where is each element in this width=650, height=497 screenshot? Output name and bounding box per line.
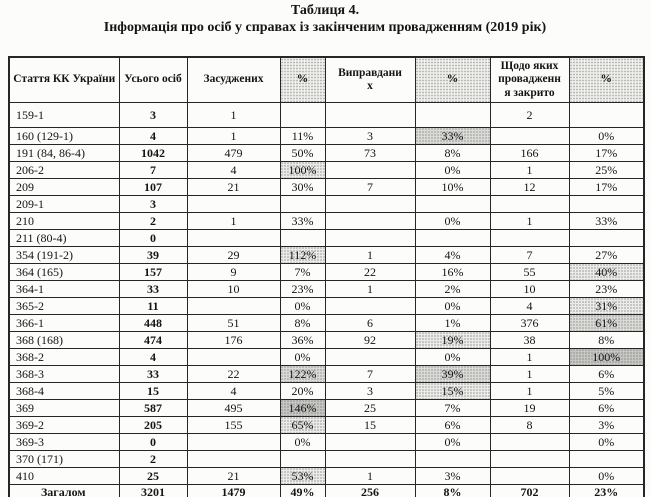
cell-closed: 19 [490, 399, 569, 416]
table-row [9, 416, 644, 433]
header-cell-closed: Щодо яких провадження закрито [490, 57, 569, 102]
cell-pct3: 23% [569, 484, 644, 497]
table-row [9, 246, 644, 263]
cell-pct2: 8% [415, 144, 490, 161]
cell-total: 2 [119, 212, 187, 229]
cell-article: 209-1 [9, 195, 119, 212]
cell-closed: 4 [490, 297, 569, 314]
cell-article: 368-4 [9, 382, 119, 399]
cell-pct2: 39% [415, 365, 490, 382]
data-table [8, 56, 645, 497]
cell-convicted: 10 [187, 280, 280, 297]
cell-total: 7 [119, 161, 187, 178]
cell-acquitted [325, 161, 415, 178]
cell-closed: 1 [490, 212, 569, 229]
cell-total: 3201 [119, 484, 187, 497]
cell-pct1: 146% [280, 399, 325, 416]
cell-total: 4 [119, 348, 187, 365]
cell-acquitted: 7 [325, 178, 415, 195]
cell-pct2: 7% [415, 399, 490, 416]
cell-pct2: 0% [415, 297, 490, 314]
cell-convicted: 1 [187, 102, 280, 127]
cell-total: 1042 [119, 144, 187, 161]
cell-total: 39 [119, 246, 187, 263]
table-row [9, 365, 644, 382]
header-cell-total: Усього осіб [119, 57, 187, 102]
cell-convicted: 21 [187, 178, 280, 195]
cell-pct2: 6% [415, 416, 490, 433]
cell-pct1: 100% [280, 161, 325, 178]
cell-closed: 1 [490, 365, 569, 382]
cell-pct1 [280, 102, 325, 127]
table-row [9, 297, 644, 314]
cell-convicted: 9 [187, 263, 280, 280]
cell-total: 205 [119, 416, 187, 433]
table-row [9, 161, 644, 178]
cell-pct2: 8% [415, 484, 490, 497]
cell-closed: 10 [490, 280, 569, 297]
header-cell-acquitted: Виправданих [325, 57, 415, 102]
total-row [9, 484, 644, 497]
cell-closed: 7 [490, 246, 569, 263]
cell-acquitted: 92 [325, 331, 415, 348]
cell-pct1: 11% [280, 127, 325, 144]
cell-closed: 376 [490, 314, 569, 331]
cell-pct3: 31% [569, 297, 644, 314]
cell-convicted: 1 [187, 127, 280, 144]
cell-acquitted: 1 [325, 246, 415, 263]
cell-article: 368-2 [9, 348, 119, 365]
table-header [9, 57, 644, 102]
cell-article: 191 (84, 86-4) [9, 144, 119, 161]
cell-pct2: 10% [415, 178, 490, 195]
cell-convicted: 4 [187, 382, 280, 399]
table-row [9, 399, 644, 416]
cell-acquitted: 15 [325, 416, 415, 433]
cell-convicted: 29 [187, 246, 280, 263]
table-row [9, 348, 644, 365]
cell-pct2: 4% [415, 246, 490, 263]
cell-total: 474 [119, 331, 187, 348]
cell-pct1: 53% [280, 467, 325, 484]
cell-pct2 [415, 102, 490, 127]
cell-article: 369-3 [9, 433, 119, 450]
cell-acquitted: 25 [325, 399, 415, 416]
cell-total: 3 [119, 102, 187, 127]
cell-closed: 1 [490, 348, 569, 365]
cell-acquitted: 256 [325, 484, 415, 497]
cell-article: Загалом [9, 484, 119, 497]
cell-convicted: 22 [187, 365, 280, 382]
table-row [9, 331, 644, 348]
cell-convicted [187, 297, 280, 314]
cell-acquitted: 6 [325, 314, 415, 331]
cell-acquitted [325, 348, 415, 365]
cell-total: 33 [119, 365, 187, 382]
cell-pct2 [415, 450, 490, 467]
cell-closed: 1 [490, 382, 569, 399]
cell-article: 364 (165) [9, 263, 119, 280]
cell-pct3: 0% [569, 127, 644, 144]
cell-article: 410 [9, 467, 119, 484]
cell-article: 369 [9, 399, 119, 416]
table-row [9, 263, 644, 280]
cell-convicted [187, 229, 280, 246]
header-row [9, 57, 644, 102]
cell-article: 210 [9, 212, 119, 229]
cell-pct3: 6% [569, 399, 644, 416]
cell-pct1: 8% [280, 314, 325, 331]
cell-acquitted: 73 [325, 144, 415, 161]
table-caption-title: Інформація про осіб у справах із закінченим провадженням (2019 рік) [103, 20, 547, 36]
cell-pct1: 50% [280, 144, 325, 161]
cell-convicted: 176 [187, 331, 280, 348]
cell-convicted: 495 [187, 399, 280, 416]
cell-acquitted [325, 450, 415, 467]
table-row [9, 102, 644, 127]
cell-pct1: 23% [280, 280, 325, 297]
cell-total: 0 [119, 229, 187, 246]
cell-acquitted: 22 [325, 263, 415, 280]
cell-pct3: 61% [569, 314, 644, 331]
cell-closed: 166 [490, 144, 569, 161]
header-cell-pct2: % [415, 57, 490, 102]
cell-acquitted: 1 [325, 467, 415, 484]
cell-article: 368-3 [9, 365, 119, 382]
cell-total: 448 [119, 314, 187, 331]
cell-article: 206-2 [9, 161, 119, 178]
cell-pct3: 17% [569, 144, 644, 161]
cell-article: 159-1 [9, 102, 119, 127]
table-row [9, 178, 644, 195]
table-row [9, 144, 644, 161]
cell-total: 33 [119, 280, 187, 297]
cell-closed [490, 195, 569, 212]
cell-pct1: 0% [280, 433, 325, 450]
cell-pct3: 5% [569, 382, 644, 399]
cell-pct3: 0% [569, 467, 644, 484]
cell-pct3: 33% [569, 212, 644, 229]
cell-article: 370 (171) [9, 450, 119, 467]
cell-pct1: 7% [280, 263, 325, 280]
cell-closed [490, 229, 569, 246]
cell-acquitted: 1 [325, 280, 415, 297]
cell-total: 11 [119, 297, 187, 314]
cell-pct3: 40% [569, 263, 644, 280]
cell-closed: 12 [490, 178, 569, 195]
cell-closed [490, 127, 569, 144]
cell-pct3 [569, 195, 644, 212]
cell-convicted: 479 [187, 144, 280, 161]
table-row [9, 382, 644, 399]
cell-acquitted [325, 433, 415, 450]
cell-total: 587 [119, 399, 187, 416]
cell-pct3 [569, 102, 644, 127]
cell-pct1: 0% [280, 348, 325, 365]
cell-pct1: 65% [280, 416, 325, 433]
cell-total: 4 [119, 127, 187, 144]
cell-closed [490, 467, 569, 484]
cell-convicted [187, 433, 280, 450]
cell-pct1: 20% [280, 382, 325, 399]
cell-pct1: 0% [280, 297, 325, 314]
cell-convicted: 1479 [187, 484, 280, 497]
cell-pct2 [415, 195, 490, 212]
cell-convicted: 155 [187, 416, 280, 433]
cell-acquitted [325, 297, 415, 314]
cell-pct1: 49% [280, 484, 325, 497]
cell-pct3: 6% [569, 365, 644, 382]
cell-pct1: 33% [280, 212, 325, 229]
cell-total: 2 [119, 450, 187, 467]
cell-article: 368 (168) [9, 331, 119, 348]
cell-pct2 [415, 229, 490, 246]
table-row [9, 127, 644, 144]
cell-convicted: 51 [187, 314, 280, 331]
cell-pct1: 30% [280, 178, 325, 195]
cell-convicted [187, 348, 280, 365]
cell-total: 3 [119, 195, 187, 212]
cell-pct3: 3% [569, 416, 644, 433]
cell-pct1: 122% [280, 365, 325, 382]
cell-pct3: 0% [569, 433, 644, 450]
cell-article: 160 (129-1) [9, 127, 119, 144]
cell-total: 107 [119, 178, 187, 195]
cell-pct3: 25% [569, 161, 644, 178]
table-row [9, 195, 644, 212]
table-row [9, 212, 644, 229]
cell-article: 369-2 [9, 416, 119, 433]
cell-pct3: 17% [569, 178, 644, 195]
table-caption-number: Таблиця 4. [290, 3, 360, 18]
table-row [9, 229, 644, 246]
cell-pct2: 0% [415, 348, 490, 365]
cell-pct2: 0% [415, 161, 490, 178]
cell-pct2: 33% [415, 127, 490, 144]
header-cell-pct3: % [569, 57, 644, 102]
cell-pct2: 3% [415, 467, 490, 484]
cell-article: 364-1 [9, 280, 119, 297]
header-cell-convicted: Засуджених [187, 57, 280, 102]
table-row [9, 314, 644, 331]
cell-pct3: 27% [569, 246, 644, 263]
cell-convicted: 1 [187, 212, 280, 229]
cell-acquitted: 7 [325, 365, 415, 382]
cell-closed [490, 433, 569, 450]
cell-convicted [187, 450, 280, 467]
table-row [9, 450, 644, 467]
cell-pct3 [569, 229, 644, 246]
cell-convicted: 4 [187, 161, 280, 178]
cell-acquitted [325, 102, 415, 127]
cell-pct1: 112% [280, 246, 325, 263]
cell-pct3 [569, 450, 644, 467]
cell-pct2: 16% [415, 263, 490, 280]
table-row [9, 433, 644, 450]
table-row [9, 280, 644, 297]
cell-acquitted [325, 195, 415, 212]
cell-article: 211 (80-4) [9, 229, 119, 246]
cell-convicted: 21 [187, 467, 280, 484]
cell-total: 25 [119, 467, 187, 484]
cell-acquitted [325, 212, 415, 229]
cell-pct2: 0% [415, 212, 490, 229]
cell-pct1: 36% [280, 331, 325, 348]
cell-pct3: 23% [569, 280, 644, 297]
cell-closed: 8 [490, 416, 569, 433]
cell-total: 0 [119, 433, 187, 450]
header-cell-article: Стаття КК України [9, 57, 119, 102]
cell-closed: 38 [490, 331, 569, 348]
cell-acquitted: 3 [325, 382, 415, 399]
cell-convicted [187, 195, 280, 212]
cell-acquitted: 3 [325, 127, 415, 144]
cell-total: 157 [119, 263, 187, 280]
cell-pct1 [280, 229, 325, 246]
cell-article: 209 [9, 178, 119, 195]
cell-pct3: 100% [569, 348, 644, 365]
cell-pct2: 0% [415, 433, 490, 450]
cell-article: 354 (191-2) [9, 246, 119, 263]
cell-article: 365-2 [9, 297, 119, 314]
cell-closed: 55 [490, 263, 569, 280]
cell-pct1 [280, 195, 325, 212]
cell-total: 15 [119, 382, 187, 399]
cell-closed: 1 [490, 161, 569, 178]
cell-closed: 2 [490, 102, 569, 127]
cell-acquitted [325, 229, 415, 246]
cell-pct3: 8% [569, 331, 644, 348]
header-cell-pct1: % [280, 57, 325, 102]
cell-pct2: 2% [415, 280, 490, 297]
cell-closed: 702 [490, 484, 569, 497]
cell-pct1 [280, 450, 325, 467]
cell-pct2: 19% [415, 331, 490, 348]
cell-closed [490, 450, 569, 467]
table-row [9, 467, 644, 484]
table-body [9, 102, 644, 497]
cell-pct2: 1% [415, 314, 490, 331]
cell-article: 366-1 [9, 314, 119, 331]
cell-pct2: 15% [415, 382, 490, 399]
